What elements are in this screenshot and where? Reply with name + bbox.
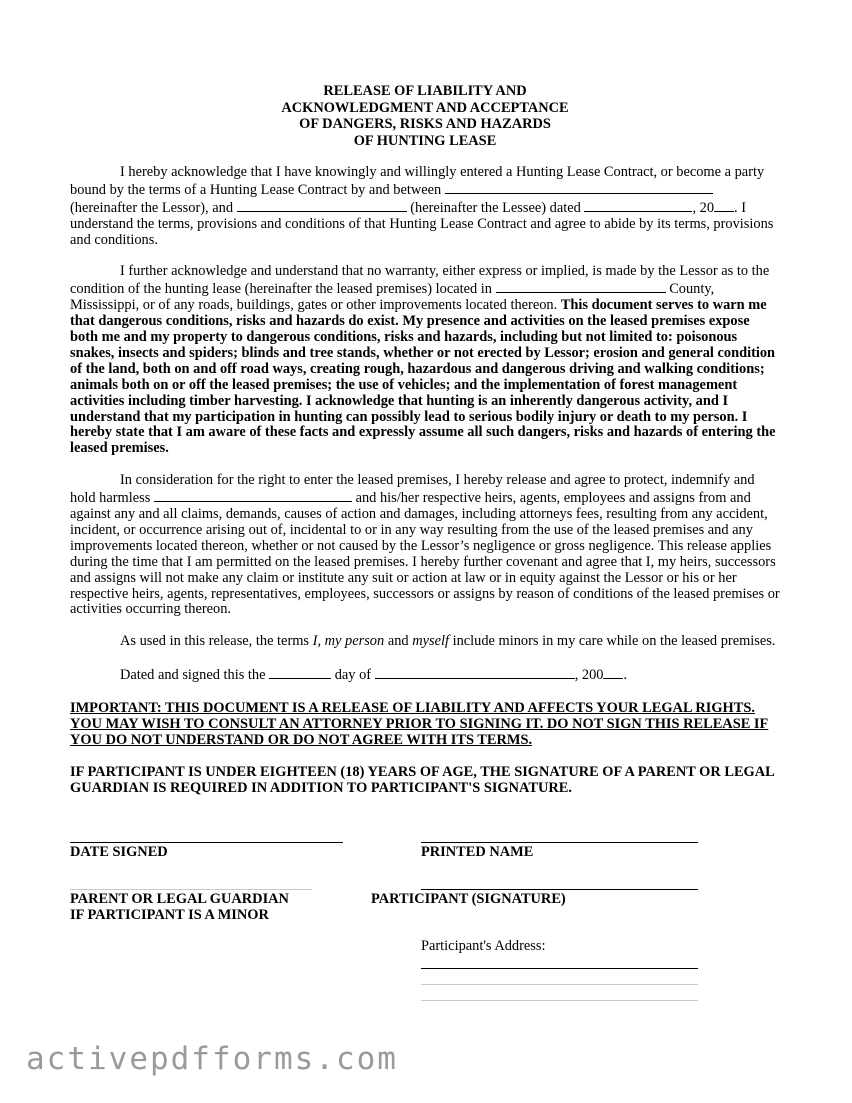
participant-signature-label: PARTICIPANT (SIGNATURE) [371,891,566,907]
parent-guardian-sublabel: IF PARTICIPANT IS A MINOR [70,907,269,923]
para2-text-1: I further acknowledge and understand that no warranty, either express or implied, is made by the Lessor as to the condition of the hunting lease (hereinafter the leased premises) located in [70,263,770,298]
para4-italic-1: I, my person [312,633,385,650]
para3-text-2: and his/her respective heirs, agents, employees and assigns from and against any and all claims, demands, causes of action and damages, including attorneys fees, resulting from any accident, incident, or occurrence arising out of, incidental to or in any way resulting from the use of the leased premises and any improvements located thereon, whether or not caused by the Lessor’s negligence or gross negligence. This release applies during the time that I am permitted on the leased premises. I hereby further covenant and agree that I, my heirs, successors and assigns will not make any claim or institute any suit or action at law or in equity against the Lessor or his or her respective heirs, agents, representatives, employees, successors or assigns by reason of conditions of the leased premises or activities occurring thereon. [70,490,780,618]
release-paragraph [70,473,780,618]
title-line-4: OF HUNTING LEASE [353,132,497,149]
para4-italic-2: myself [412,633,449,650]
document-body [70,83,780,796]
title-line-3: OF DANGERS, RISKS AND HAZARDS [299,116,551,132]
para4-text-2: and [387,633,409,650]
minors-paragraph [70,634,780,650]
acknowledgment-paragraph [70,165,780,249]
address-line-3[interactable] [421,1000,698,1001]
dated-text-4: . [623,667,628,684]
para4-text-3: include minors in my care while on the leased premises. [452,633,776,650]
county-field[interactable] [496,280,666,293]
title-line-2: ACKNOWLEDGMENT AND ACCEPTANCE [281,99,569,116]
lessor-name-field[interactable] [445,181,713,194]
lease-date-field[interactable] [584,199,692,212]
dated-text-3: , 200 [574,667,604,684]
parent-signature-line[interactable] [70,889,312,890]
lease-year-field[interactable] [714,199,734,212]
hazard-warning-text: This document serves to warn me that dangerous conditions, risks and hazards do exist. My presence and activities on the leased premises expose both me and my property to dangerous conditions, risks and hazards, including but not limited to: poisonous snakes, insects and spiders; blinds and tree stands, whether or not erected by Lessor; erosion and general condition of the land, both on and off road ways, creating rough, hazardous and dangerous driving and walking conditions; animals both on or off the leased premises; the use of vehicles; and the implementation of forest management activities including timber harvesting. I acknowledge that hunting is an inherently dangerous activity, and I understand that my participation in hunting can possibly lead to serious bodily injury or death to my person. I hereby state that I am aware of these facts and expressly assume all such dangers, risks and hazards of entering the leased premises. [70,297,776,457]
hold-harmless-name-field[interactable] [154,489,352,502]
day-field[interactable] [269,666,331,679]
participant-address-label: Participant's Address: [421,938,546,954]
year-field[interactable] [603,666,623,679]
warranty-paragraph [70,264,780,457]
para1-text-5: . I understand the terms, provisions and conditions of that Hunting Lease Contract and agree to abide by its terms, provisions and conditions. [70,199,774,248]
address-line-1[interactable] [421,968,698,969]
date-signed-line[interactable] [70,842,343,843]
dated-text-2: day of [334,667,372,684]
printed-name-line[interactable] [421,842,698,843]
important-notice: IMPORTANT: THIS DOCUMENT IS A RELEASE OF LIABILITY AND AFFECTS YOUR LEGAL RIGHTS. YOU MAY WISH TO CONSULT AN ATTORNEY PRIOR TO SIGNING IT. DO NOT SIGN THIS RELEASE IF YOU DO NOT UNDERSTAND OR DO NOT AGREE WITH ITS TERMS. [70,699,769,748]
date-signed-label: DATE SIGNED [70,844,168,860]
para3-text-1: In consideration for the right to enter the leased premises, I hereby release and agree to protect, indemnify and hold harmless [70,472,755,507]
para1-text-3: (hereinafter the Lessee) dated [410,199,581,216]
watermark: activepdfforms.com [26,1041,398,1077]
para1-text-1: I hereby acknowledge that I have knowingly and willingly entered a Hunting Lease Contract, or become a party bound by the terms of a Hunting Lease Contract by and between [70,164,765,198]
para2-text-2: County, Mississippi, or of any roads, buildings, gates or other improvements located thereon. [70,281,715,314]
document-title [70,83,780,149]
para1-text-2: (hereinafter the Lessor), and [70,199,234,216]
minor-signature-notice: IF PARTICIPANT IS UNDER EIGHTEEN (18) YEARS OF AGE, THE SIGNATURE OF A PARENT OR LEGAL GUARDIAN IS REQUIRED IN ADDITION TO PARTICIPANT'S SIGNATURE. [70,763,774,796]
address-line-2[interactable] [421,984,698,985]
parent-guardian-label: PARENT OR LEGAL GUARDIAN [70,891,289,907]
para1-text-4: , 20 [692,199,715,216]
dated-text-1: Dated and signed this the [120,667,266,684]
title-line-1: RELEASE OF LIABILITY AND [323,83,527,99]
lessee-name-field[interactable] [237,199,407,212]
para4-text-1: As used in this release, the terms [120,633,310,650]
printed-name-label: PRINTED NAME [421,844,534,860]
participant-signature-line[interactable] [421,889,698,890]
month-field[interactable] [375,666,575,679]
dated-signed-line [70,666,780,684]
